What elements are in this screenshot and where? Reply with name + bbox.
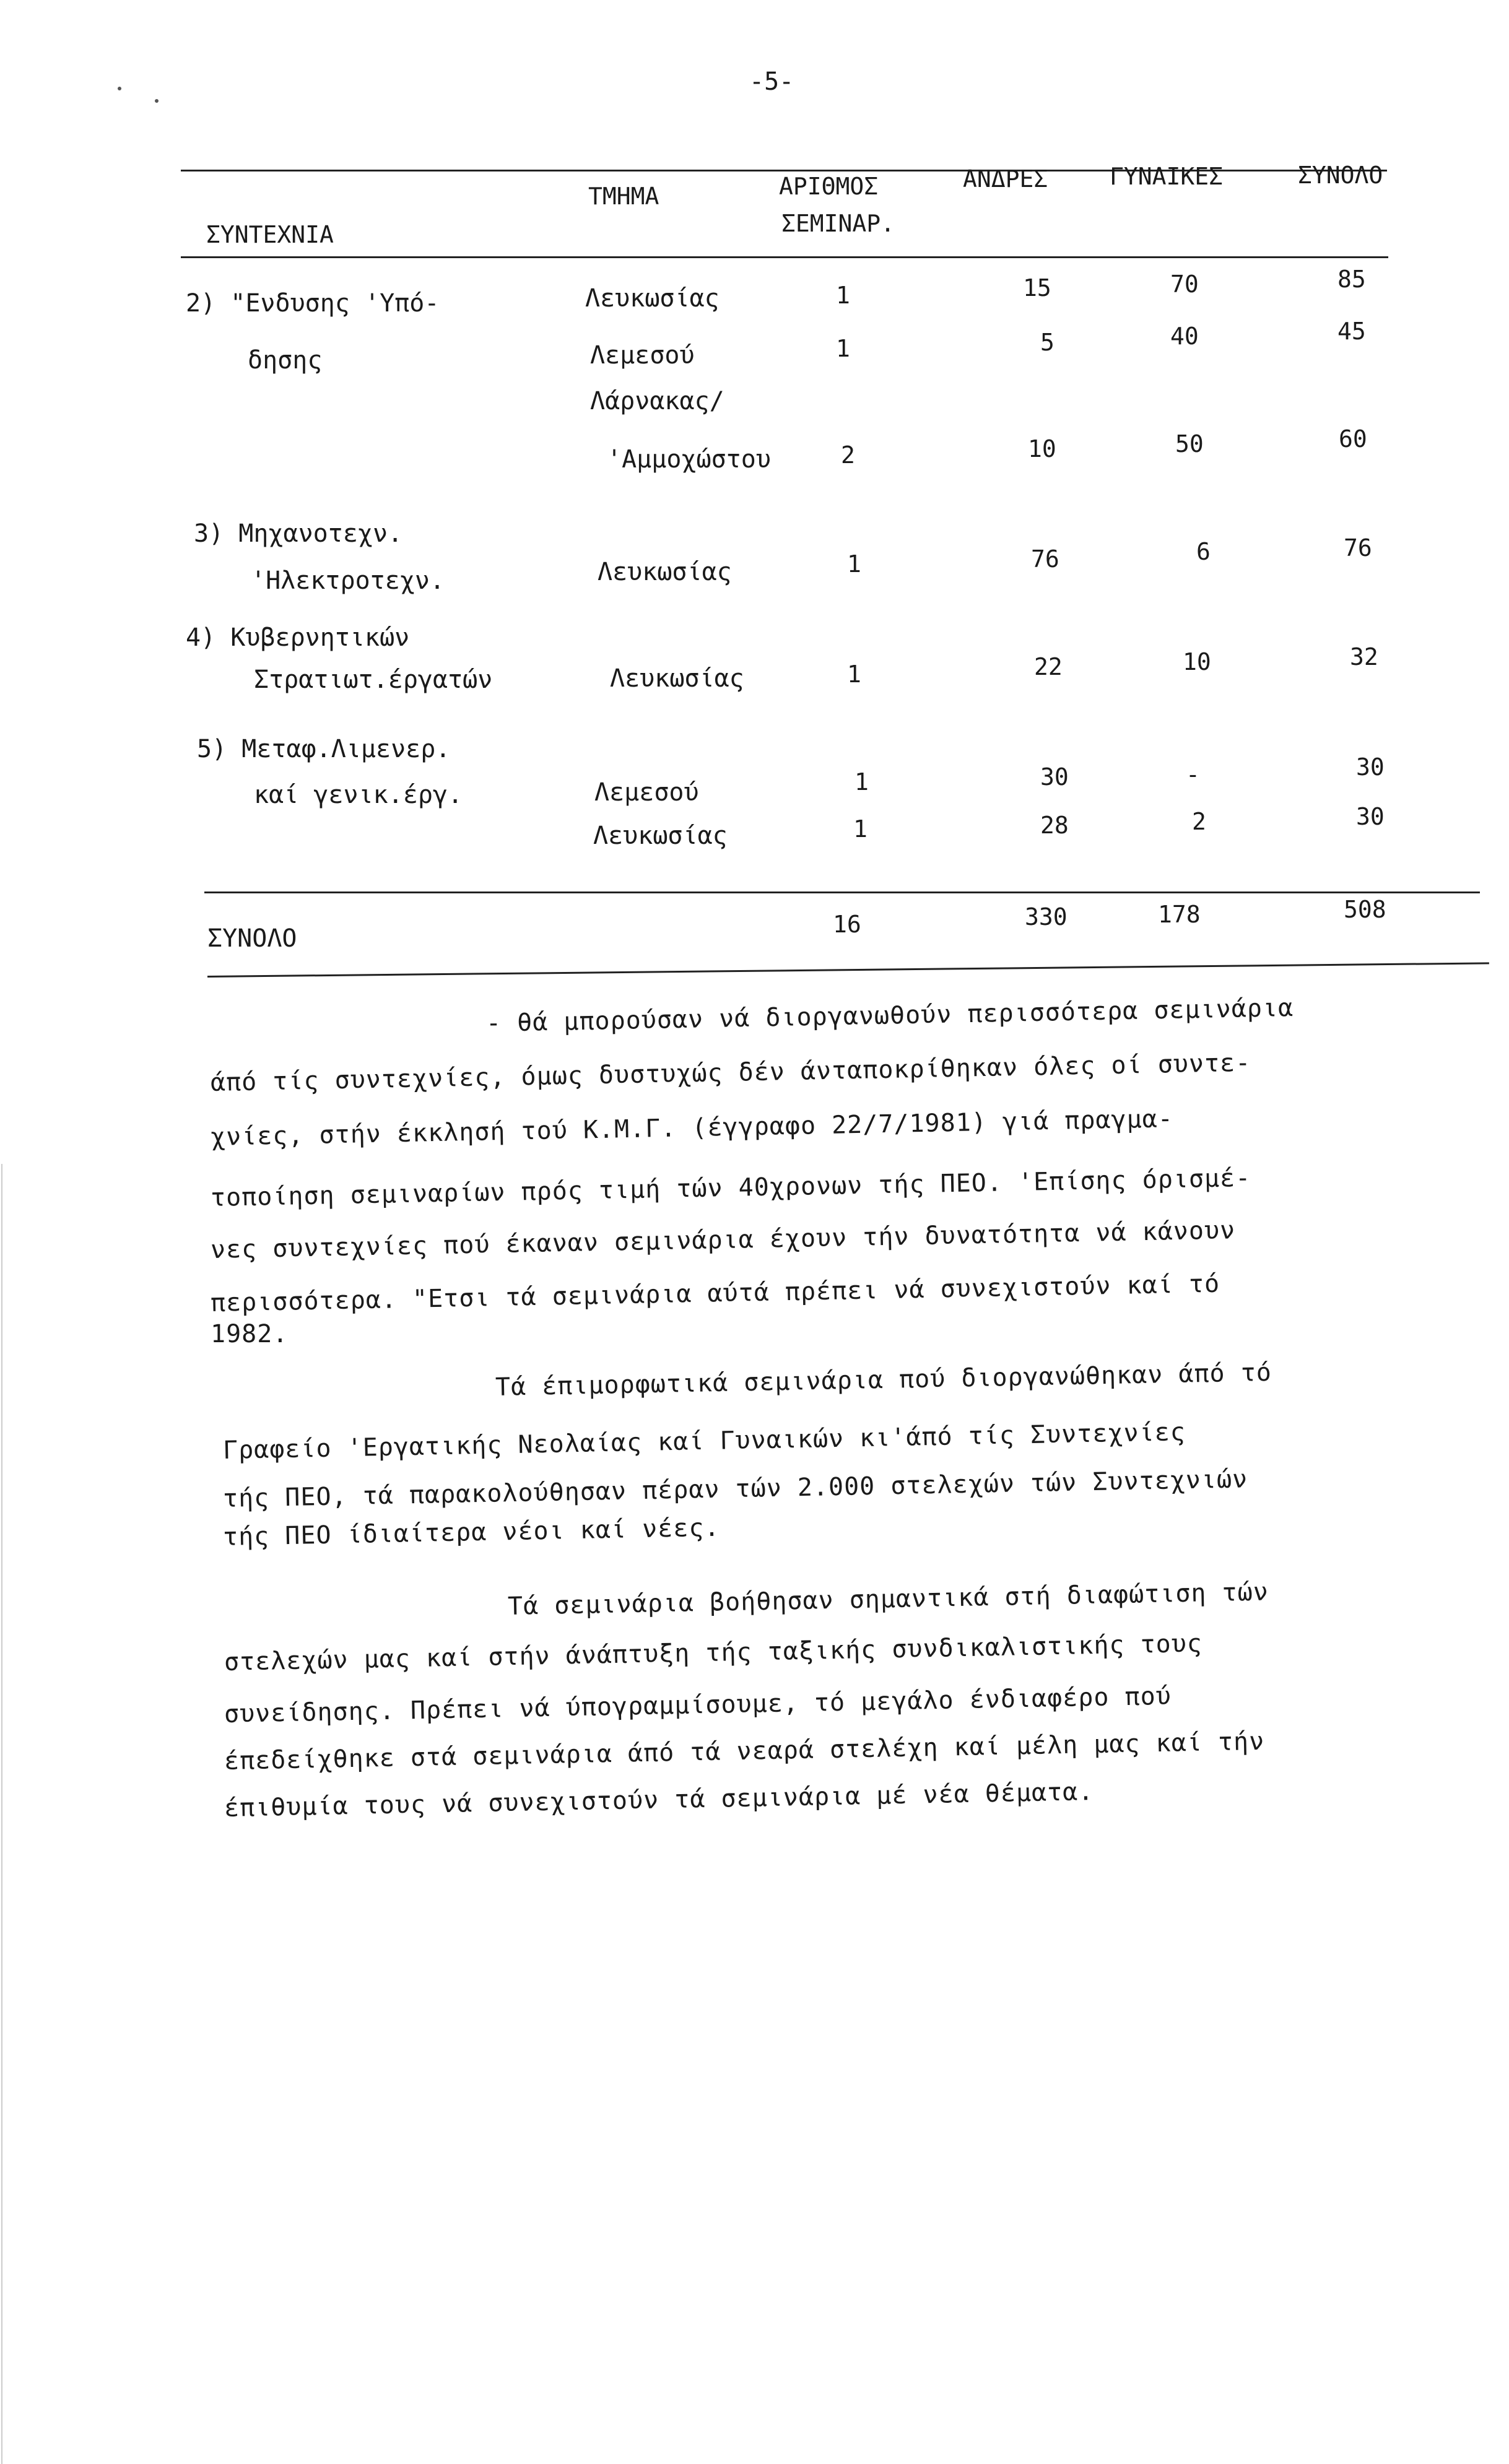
women-count: 6 bbox=[1196, 538, 1211, 565]
header-women: ΓΥΝΑΙΚΕΣ bbox=[1110, 163, 1224, 190]
header-men: ΑΝΔΡΕΣ bbox=[963, 165, 1048, 193]
header-seminars-line1: ΑΡΙΘΜΟΣ bbox=[779, 173, 879, 200]
text-line: έπεδείχθηκε στά σεμινάρια άπό τά νεαρά στελέχη καί μέλη μας καί τήν bbox=[224, 1727, 1265, 1776]
total-count: 45 bbox=[1337, 318, 1366, 345]
men-count: 76 bbox=[1031, 545, 1059, 573]
total-count: 30 bbox=[1356, 803, 1385, 830]
text-line: συνείδησης. Πρέπει νά ύπογραμμίσουμε, τό μεγάλο ένδιαφέρο πού bbox=[224, 1681, 1172, 1729]
women-count: 70 bbox=[1170, 271, 1199, 298]
men-count: 5 bbox=[1040, 329, 1055, 356]
guild-name-line2: καί γενικ.έργ. bbox=[254, 781, 463, 809]
header-branch: ΤΜΗΜΑ bbox=[588, 183, 659, 210]
seminars-count: 1 bbox=[836, 335, 850, 362]
guild-name-line2: Στρατιωτ.έργατών bbox=[254, 666, 493, 694]
women-count: 10 bbox=[1183, 648, 1211, 675]
page-number: -5- bbox=[749, 67, 794, 96]
branch-name-line1: Λάρνακας/ bbox=[590, 387, 724, 415]
header-bottom-rule bbox=[181, 256, 1388, 258]
branch-name: Λεμεσού bbox=[594, 778, 699, 807]
seminars-count: 1 bbox=[853, 815, 868, 843]
total-count: 76 bbox=[1344, 534, 1372, 562]
guild-name-line1: 5) Μεταφ.Λιμενερ. bbox=[197, 735, 451, 763]
guild-name-line2: 'Ηλεκτροτεχν. bbox=[251, 566, 445, 595]
text-line: στελεχών μας καί στήν άνάπτυξη τής ταξικής συνδικαλιστικής τους bbox=[224, 1629, 1203, 1677]
text-line: νες συντεχνίες πού έκαναν σεμινάρια έχουν τήν δυνατότητα νά κάνουν bbox=[210, 1216, 1236, 1264]
seminars-count: 1 bbox=[847, 661, 861, 688]
men-count: 28 bbox=[1040, 812, 1069, 839]
guild-name-line1: 4) Κυβερνητικών bbox=[186, 623, 410, 652]
totals-label: ΣΥΝΟΛΟ bbox=[207, 924, 297, 953]
text-line: τοποίηση σεμιναρίων πρός τιμή τών 40χρονων τής ΠΕΟ. 'Επίσης όρισμέ- bbox=[210, 1163, 1251, 1212]
women-count: 2 bbox=[1192, 808, 1206, 835]
totals-total: 508 bbox=[1344, 896, 1386, 923]
scan-speck bbox=[118, 87, 121, 90]
branch-name: Λεμεσού bbox=[590, 341, 695, 370]
branch-name-line2: 'Αμμοχώστου bbox=[607, 445, 771, 474]
branch-name: Λευκωσίας bbox=[585, 284, 720, 313]
total-count: 30 bbox=[1356, 753, 1385, 781]
text-line: περισσότερα. "Ετσι τά σεμινάρια αύτά πρέπει νά συνεχιστούν καί τό bbox=[210, 1269, 1220, 1317]
total-count: 60 bbox=[1339, 425, 1367, 453]
text-line: Τά σεμινάρια βοήθησαν σημαντικά στή διαφώτιση τών bbox=[507, 1577, 1269, 1621]
totals-women: 178 bbox=[1158, 901, 1201, 928]
text-line: τής ΠΕΟ ίδιαίτερα νέοι καί νέες. bbox=[222, 1513, 720, 1551]
seminars-count: 1 bbox=[836, 282, 850, 309]
branch-name: Λευκωσίας bbox=[598, 558, 732, 586]
text-line: Γραφείο 'Εργατικής Νεολαίας καί Γυναικών κι'άπό τίς Συντεχνίες bbox=[222, 1418, 1186, 1465]
men-count: 10 bbox=[1028, 435, 1056, 462]
totals-bottom-rule bbox=[207, 962, 1489, 978]
men-count: 22 bbox=[1034, 653, 1063, 680]
guild-name-line1: 3) Μηχανοτεχν. bbox=[194, 519, 403, 548]
total-count: 85 bbox=[1337, 266, 1366, 293]
women-count: 40 bbox=[1170, 323, 1199, 350]
text-line: άπό τίς συντεχνίες, όμως δυστυχώς δέν άνταποκρίθηκαν όλες οί συντε- bbox=[210, 1048, 1251, 1097]
header-seminars-line2: ΣΕΜΙΝΑΡ. bbox=[781, 210, 895, 237]
men-count: 15 bbox=[1023, 274, 1051, 301]
text-line: τής ΠΕΟ, τά παρακολούθησαν πέραν τών 2.000 στελεχών τών Συντεχνιών bbox=[222, 1465, 1248, 1513]
text-line: Τά έπιμορφωτικά σεμινάρια πού διοργανώθηκαν άπό τό bbox=[495, 1358, 1272, 1402]
scan-speck bbox=[155, 99, 159, 103]
branch-name: Λευκωσίας bbox=[610, 664, 744, 693]
text-line: 1982. bbox=[211, 1320, 289, 1348]
header-total: ΣΥΝΟΛΟ bbox=[1298, 162, 1383, 189]
total-count: 32 bbox=[1350, 643, 1378, 670]
seminars-count: 2 bbox=[841, 441, 855, 469]
totals-men: 330 bbox=[1025, 903, 1068, 931]
seminars-count: 1 bbox=[855, 768, 869, 796]
text-line: - θά μπορούσαν νά διοργανωθούν περισσότερα σεμινάρια bbox=[485, 993, 1294, 1038]
women-count: - bbox=[1186, 761, 1200, 788]
guild-name: δησης bbox=[248, 346, 323, 375]
totals-seminars: 16 bbox=[833, 911, 861, 938]
totals-top-rule bbox=[204, 891, 1480, 893]
text-line: χνίες, στήν έκκλησή τού Κ.Μ.Γ. (έγγραφο 22/7/1981) γιά πραγμα- bbox=[210, 1104, 1174, 1152]
scan-margin-line bbox=[1, 1164, 2, 2464]
guild-name: 2) "Ενδυσης 'Υπό- bbox=[186, 289, 440, 318]
branch-name: Λευκωσίας bbox=[593, 822, 728, 850]
men-count: 30 bbox=[1040, 763, 1069, 791]
seminars-count: 1 bbox=[847, 550, 861, 578]
header-guild: ΣΥΝΤΕΧΝΙΑ bbox=[206, 221, 334, 248]
text-line: έπιθυμία τους νά συνεχιστούν τά σεμινάρια μέ νέα θέματα. bbox=[224, 1777, 1094, 1823]
women-count: 50 bbox=[1175, 430, 1204, 458]
